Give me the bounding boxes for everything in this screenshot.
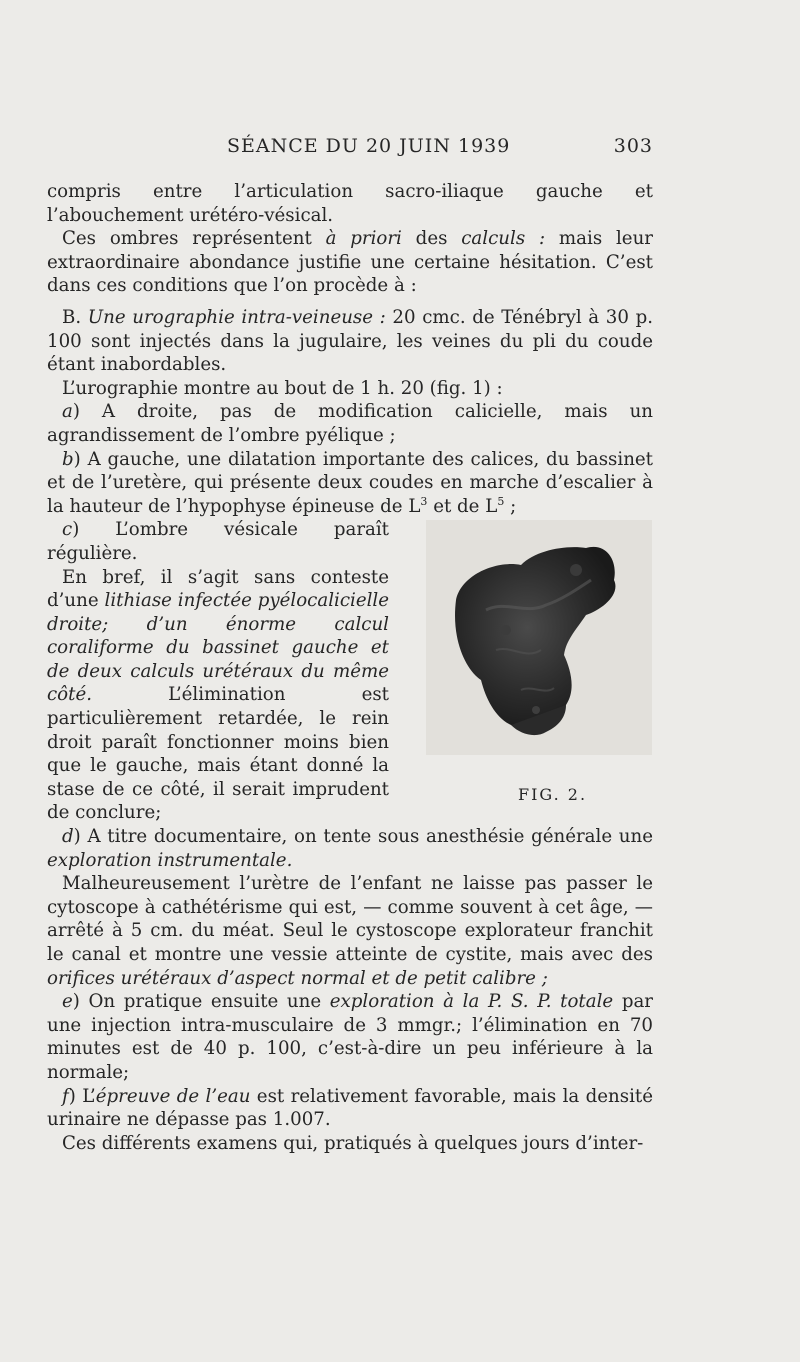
paragraph [47, 990, 653, 1084]
paragraph: compris entre l’articulation sacro-iliaque gauche et l’abouchement urétéro-vésical. [47, 181, 653, 226]
text-run: L’élimination est particulièrement retardée, le rein droit paraît fonctionner moins bien que le gauche, mais étant donné la stase de ce côté, il serait imprudent de conclure; [47, 684, 389, 824]
body-text [47, 180, 653, 1155]
text-run: et de L [427, 495, 498, 517]
text-run: ) On pratique ensuite une [72, 991, 330, 1013]
text-run-italic: calculs : [461, 228, 546, 250]
text-run: 20 cmc. de Ténébryl à 30 p. 100 sont injectés dans la jugulaire, les veines du pli du coude étant inabordables. [47, 306, 653, 376]
list-letter: d [62, 826, 74, 848]
page-number: 303 [613, 135, 653, 157]
text-run: ) L’ [68, 1085, 96, 1107]
text-run: est relativement favorable, mais la densité urinaire ne dépasse pas 1.007. [47, 1085, 653, 1131]
paragraph [47, 518, 389, 565]
list-letter: e [62, 991, 73, 1013]
list-letter: b [62, 448, 74, 470]
text-run: ) L’ombre vésicale paraît régulière. [47, 519, 389, 564]
list-letter: a [62, 401, 73, 423]
text-run-italic: à priori [325, 228, 402, 250]
page-header [47, 133, 653, 165]
text-run: ) A titre documentaire, on tente sous anesthésie générale une [73, 826, 653, 848]
paragraph [47, 872, 653, 990]
text-run-italic: orifices urétéraux d’aspect normal et de petit calibre ; [47, 967, 548, 989]
text-run-italic: Une urographie intra-veineuse : [87, 306, 386, 328]
text-run: Ces ombres représentent [62, 228, 326, 250]
figure-caption: FIG. 2. [518, 785, 588, 804]
list-letter: c [62, 519, 73, 541]
paragraph [47, 825, 653, 872]
paragraph [47, 566, 389, 826]
paragraph [47, 448, 653, 519]
running-title: SÉANCE DU 20 JUIN 1939 [227, 135, 511, 157]
superscript: 5 [497, 494, 505, 508]
list-letter: f [62, 1085, 69, 1107]
text-run: B. [62, 306, 88, 328]
text-run-italic: exploration instrumentale. [47, 849, 293, 871]
paragraph: Ces différents examens qui, pratiqués à quelques jours d’inter- [62, 1132, 644, 1154]
paragraph [47, 227, 653, 298]
text-run: ) A droite, pas de modification calicielle, mais un agrandissement de l’ombre pyélique ; [47, 401, 653, 446]
text-run-italic: lithiase infectée pyélocalicielle droite; d’un énorme calcul coraliforme du bassinet gauche et de deux calculs urétéraux du même côté. [47, 590, 389, 706]
superscript: 3 [420, 494, 428, 508]
text-run-italic: épreuve de l’eau [95, 1085, 251, 1107]
text-run: par une injection intra-musculaire de 3 mmgr.; l’élimination en 70 minutes est de 40 p. 100, c’est-à-dire un peu inférieure à la normale; [47, 991, 654, 1083]
text-run: des [401, 228, 462, 250]
paragraph [47, 306, 653, 377]
text-run-italic: exploration à la P. S. P. totale [329, 991, 614, 1013]
paragraph: L’urographie montre au bout de 1 h. 20 (fig. 1) : [62, 377, 503, 399]
text-run: Malheureusement l’urètre de l’enfant ne laisse pas passer le cytoscope à cathétérisme qui est, — comme souvent à cet âge, — arrêté à 5 cm. du méat. Seul le cystoscope explorateur franchit le canal et montre une vessie atteinte de cystite, mais avec des [47, 873, 653, 965]
text-run: ) A gauche, une dilatation importante des calices, du bassinet et de l’uretère, qui présente deux coudes en marche d’escalier à la hauteur de l’hypophyse épineuse de L [47, 448, 653, 517]
paragraph [47, 1085, 653, 1132]
text-run: mais leur extraordinaire abondance justifie une certaine hésitation. C’est dans ces conditions que l’on procède à : [47, 228, 653, 297]
text-run: ; [504, 495, 517, 517]
text-run: En bref, il s’agit sans conteste d’une [47, 566, 389, 612]
paragraph [47, 400, 653, 447]
